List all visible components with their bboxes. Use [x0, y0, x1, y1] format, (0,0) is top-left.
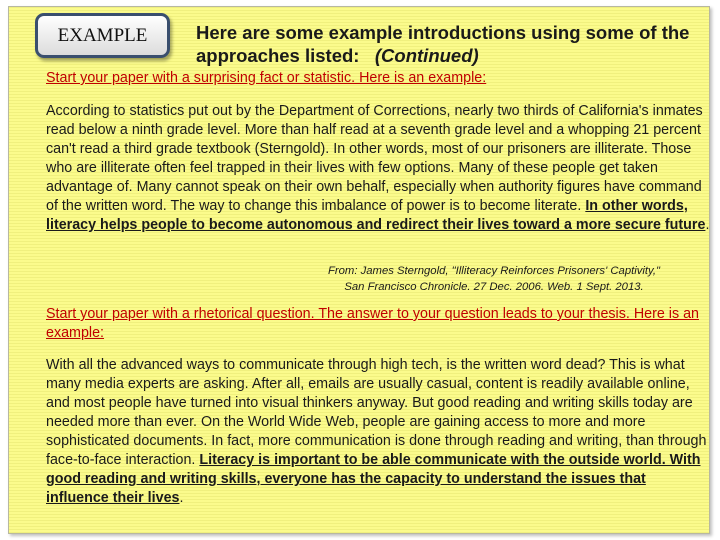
section1-paragraph: [46, 102, 711, 235]
citation: [279, 263, 709, 295]
citation-line-1: From: James Sterngold, "Illiteracy Reinforces Prisoners' Captivity,": [327, 265, 661, 277]
title-suffix: (Continued): [374, 45, 479, 66]
title-main: Here are some example introductions using some of the approaches listed:: [196, 22, 690, 66]
section2-end: .: [179, 490, 184, 506]
example-badge: EXAMPLE: [35, 13, 170, 58]
slide-title: [196, 21, 716, 67]
section2-paragraph: [46, 356, 711, 508]
section1-end: .: [705, 217, 710, 233]
slide: [8, 6, 710, 534]
section2-heading: Start your paper with a rhetorical question. The answer to your question leads to your thesis. Here is an example:: [46, 306, 699, 341]
section1-thesis: In other words, literacy helps people to become autonomous and redirect their lives toward a more secure future: [46, 198, 706, 233]
section2-thesis: Literacy is important to be able communicate with the outside world. With good reading and writing skills, everyone has the capacity to understand the issues that influence their lives: [46, 452, 701, 506]
citation-line-2: San Francisco Chronicle. 27 Dec. 2006. Web. 1 Sept. 2013.: [344, 281, 644, 293]
section2-text: With all the advanced ways to communicate through high tech, is the written word dead? This is what many media experts are asking. After all, emails are usually casual, content is readily available online, and most people have turned into visual thinkers anyway. But good reading and writing skills today are needed more than ever. On the World Wide Web, people are gaining access to more and more sophisticated documents. In fact, more communication is done through reading and writing, than through face-to-face interaction.: [46, 357, 707, 468]
section1-heading: Start your paper with a surprising fact or statistic. Here is an example:: [46, 70, 487, 86]
section1-text: According to statistics put out by the Department of Corrections, nearly two thirds of California's inmates read below a ninth grade level. More than half read at a seventh grade level and a whopping 21 percent can't read a third grade textbook (Sterngold). In other words, most of our prisoners are illiterate. Those who are illiterate often feel trapped in their lives with few options. Many of these people get taken advantage of. Many cannot speak on their own behalf, especially when authority figures have command of the written word. The way to change this imbalance of power is to become literate.: [46, 103, 703, 214]
